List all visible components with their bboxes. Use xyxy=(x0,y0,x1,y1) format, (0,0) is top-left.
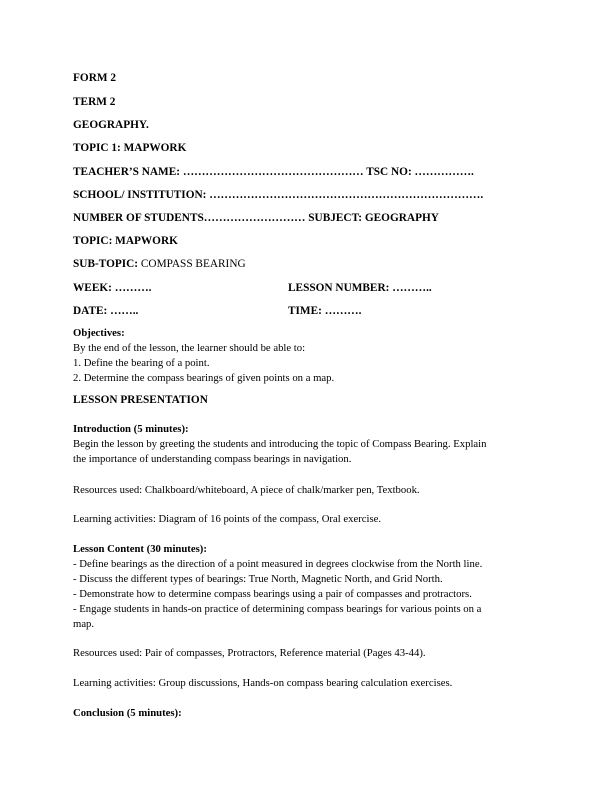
lesson-content-activities: Learning activities: Group discussions, Hands-on compass bearing calculation exercises. xyxy=(73,677,453,689)
conclusion-heading: Conclusion (5 minutes): xyxy=(73,707,182,719)
objectives-line: 1. Define the bearing of a point. xyxy=(73,357,210,369)
introduction-heading: Introduction (5 minutes): xyxy=(73,423,189,435)
lesson-content-line: - Define bearings as the direction of a point measured in degrees clockwise from the North line. xyxy=(73,558,483,570)
subject-heading: GEOGRAPHY. xyxy=(73,119,149,131)
students-subject-line: NUMBER OF STUDENTS……………………… SUBJECT: GEOGRAPHY xyxy=(73,212,439,224)
objectives-line: By the end of the lesson, the learner should be able to: xyxy=(73,342,306,354)
introduction-line: Begin the lesson by greeting the students and introducing the topic of Compass Bearing. Explain xyxy=(73,438,487,450)
topic-1-label: TOPIC 1: MAPWORK xyxy=(73,142,187,154)
teacher-name-line: TEACHER’S NAME: ………………………………………… TSC NO: ……………. xyxy=(73,166,474,178)
lesson-content-line: - Engage students in hands-on practice of determining compass bearings for various points on a xyxy=(73,603,482,615)
topic-label: TOPIC: MAPWORK xyxy=(73,235,178,247)
date-label: DATE: …….. xyxy=(73,305,139,317)
objectives-heading: Objectives: xyxy=(73,327,125,339)
lesson-content-section xyxy=(73,542,543,632)
form-label: FORM 2 xyxy=(73,72,116,84)
subtopic-value: COMPASS BEARING xyxy=(138,258,246,270)
lesson-number-label: LESSON NUMBER: ……….. xyxy=(288,282,432,294)
lesson-content-resources: Resources used: Pair of compasses, Protractors, Reference material (Pages 43-44). xyxy=(73,647,426,659)
introduction-activities: Learning activities: Diagram of 16 points of the compass, Oral exercise. xyxy=(73,513,382,525)
week-line xyxy=(73,282,151,294)
term-label: TERM 2 xyxy=(73,96,116,108)
conclusion-section xyxy=(73,706,543,721)
subtopic-line xyxy=(73,258,246,270)
lesson-content-line: - Discuss the different types of bearings: True North, Magnetic North, and Grid North. xyxy=(73,573,443,585)
school-line: SCHOOL/ INSTITUTION: ………………………………………………………………. xyxy=(73,189,484,201)
week-label: WEEK: ………. xyxy=(73,282,152,294)
introduction-section xyxy=(73,422,543,467)
subtopic-label: SUB-TOPIC: xyxy=(73,258,139,270)
lesson-content-line: map. xyxy=(73,618,95,630)
lesson-presentation-heading: LESSON PRESENTATION xyxy=(73,394,208,406)
lesson-content-line: - Demonstrate how to determine compass bearings using a pair of compasses and protractors. xyxy=(73,588,472,600)
lesson-content-heading: Lesson Content (30 minutes): xyxy=(73,543,207,555)
introduction-line: the importance of understanding compass bearings in navigation. xyxy=(73,453,352,465)
time-label: TIME: ………. xyxy=(288,305,362,317)
objectives-section xyxy=(73,326,543,386)
introduction-resources: Resources used: Chalkboard/whiteboard, A piece of chalk/marker pen, Textbook. xyxy=(73,484,420,496)
objectives-line: 2. Determine the compass bearings of given points on a map. xyxy=(73,372,335,384)
